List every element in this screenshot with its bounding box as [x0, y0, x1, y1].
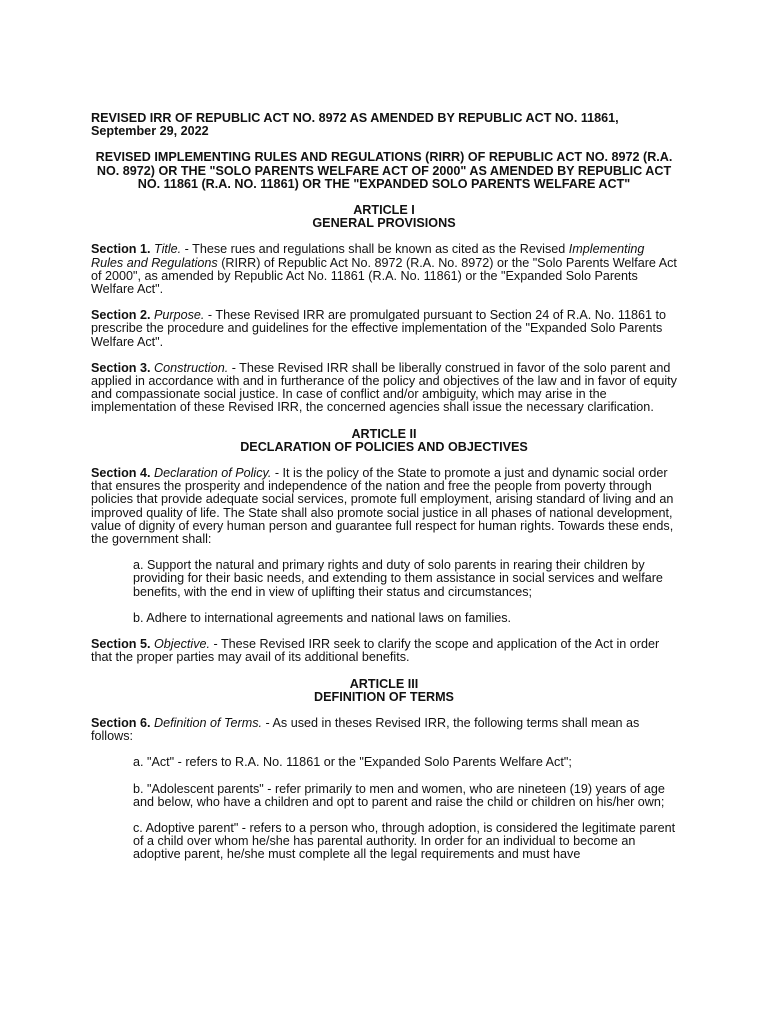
- document-subtitle: REVISED IMPLEMENTING RULES AND REGULATIONS (RIRR) OF REPUBLIC ACT NO. 8972 (R.A. NO. 8972) OR THE "SOLO PARENTS WELFARE ACT OF 2000" AS AMENDED BY REPUBLIC ACT NO. 11861 (R.A. NO. 11861) OR THE "EXPANDED SOLO PARENTS WELFARE ACT": [95, 150, 673, 191]
- section-title: Definition of Terms.: [154, 715, 263, 730]
- section-paragraph: [91, 467, 677, 546]
- section-paragraph: [91, 638, 677, 664]
- section-text: (RIRR) of Republic Act No. 8972 (R.A. No. 8972) or the "Solo Parents Welfare Act of 2000", as amended by Republic Act No. 11861 (R.A. No. 11861) or the "Expanded Solo Parents Welfare Act".: [91, 255, 677, 297]
- article-number: ARTICLE I: [353, 203, 415, 218]
- document-page: [91, 112, 677, 875]
- article-number: ARTICLE III: [349, 676, 419, 691]
- section-paragraph: [91, 362, 677, 415]
- section-title: Objective.: [154, 637, 210, 652]
- section-title: Title.: [154, 242, 182, 257]
- article-title: DECLARATION OF POLICIES AND OBJECTIVES: [240, 439, 528, 454]
- section-label: Section 6.: [91, 715, 151, 730]
- section-paragraph: [91, 717, 677, 743]
- section-text: - These Revised IRR are promulgated pursuant to Section 24 of R.A. No. 11861 to prescribe the procedure and guidelines for the effective implementation of the "Expanded Solo Parents Welfare Act".: [91, 308, 666, 349]
- article-heading: [91, 678, 677, 704]
- section-paragraph: [91, 243, 677, 296]
- article-number: ARTICLE II: [351, 426, 417, 441]
- section-label: Section 1.: [91, 242, 151, 257]
- section-title: Construction.: [154, 360, 229, 375]
- section-title: Declaration of Policy.: [154, 466, 272, 481]
- section-text: - As used in theses Revised IRR, the following terms shall mean as follows:: [91, 715, 640, 744]
- list-item: a. "Act" - refers to R.A. No. 11861 or the "Expanded Solo Parents Welfare Act";: [133, 755, 572, 770]
- section-title: Purpose.: [154, 308, 205, 323]
- section-label: Section 3.: [91, 360, 151, 375]
- article-title: GENERAL PROVISIONS: [312, 216, 456, 231]
- article-heading: [91, 428, 677, 454]
- section-label: Section 2.: [91, 308, 151, 323]
- list-item: b. "Adolescent parents" - refer primarily to men and women, who are nineteen (19) years of age and below, who have a children and opt to parent and raise the child or children on his/her own;: [133, 781, 665, 809]
- list-item: c. Adoptive parent" - refers to a person who, through adoption, is considered the legitimate parent of a child over whom he/she has parental authority. In order for an individual to become an adoptive parent, he/she must complete all the legal requirements and must have: [133, 820, 676, 862]
- list-item: b. Adhere to international agreements and national laws on families.: [133, 610, 512, 625]
- section-text: - These rues and regulations shall be known as cited as the Revised: [181, 242, 569, 257]
- list-item: a. Support the natural and primary rights and duty of solo parents in rearing their children by providing for their basic needs, and extending to them assistance in social services and welfare benefits, with the end in view of uplifting their status and circumstances;: [133, 558, 663, 599]
- document-title: REVISED IRR OF REPUBLIC ACT NO. 8972 AS AMENDED BY REPUBLIC ACT NO. 11861, September 29, 2022: [91, 111, 619, 139]
- section-label: Section 4.: [91, 466, 151, 481]
- article-heading: [91, 204, 677, 230]
- section-text: - These Revised IRR seek to clarify the scope and application of the Act in order that the proper parties may avail of its additional benefits.: [91, 637, 660, 665]
- section-label: Section 5.: [91, 637, 151, 652]
- section-text: - These Revised IRR shall be liberally construed in favor of the solo parent and applied in accordance with and in furtherance of the policy and objectives of the law and in favor of equity and compassionate social justice. In case of conflict and/or ambiguity, which may arise in the implementation of these Revised IRR, the concerned agencies shall issue the necessary clarification.: [91, 360, 677, 415]
- section-text-italic: Implementing Rules and Regulations: [91, 242, 645, 270]
- section-text: - It is the policy of the State to promote a just and dynamic social order that ensures the prosperity and independence of the nation and free the people from poverty through policies that provide adequate social services, promote full employment, arising standard of living and an improved quality of life. The State shall also promote social justice in all phases of national development, value of dignity of every human person and guarantee full respect for human rights. Towards these ends, the government shall:: [91, 466, 674, 547]
- section-paragraph: [91, 309, 677, 349]
- article-title: DEFINITION OF TERMS: [314, 689, 454, 704]
